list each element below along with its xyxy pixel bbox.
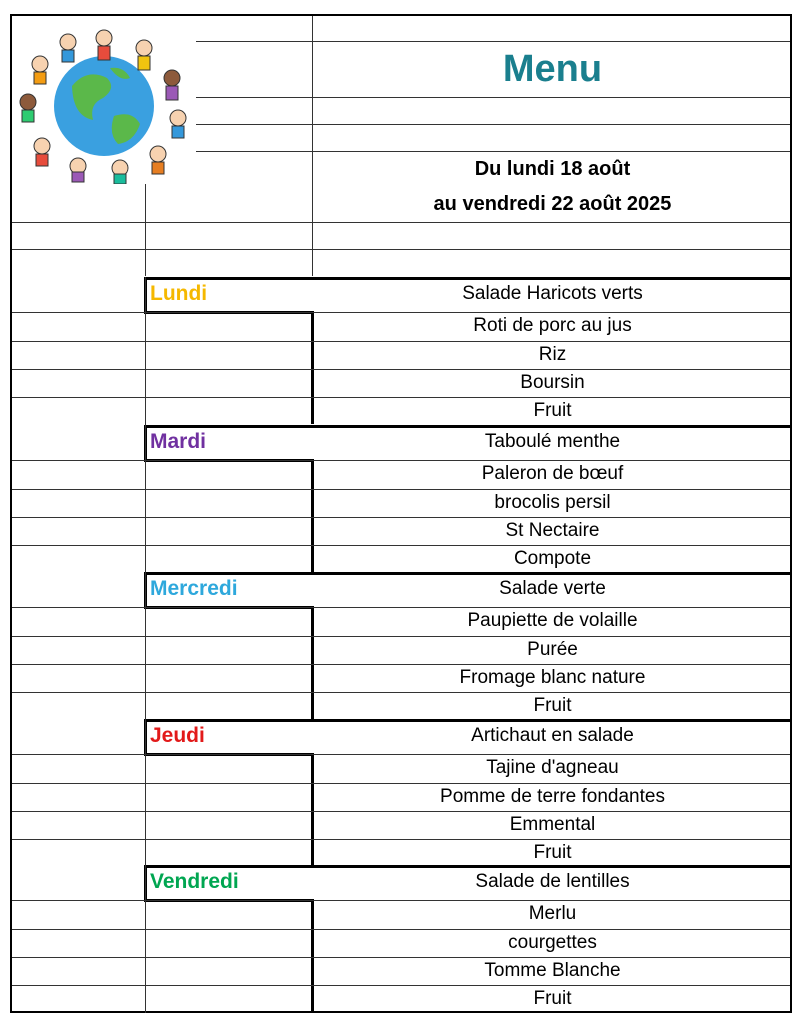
date-range-start: Du lundi 18 août <box>474 158 631 180</box>
day-label: Lundi <box>150 282 208 305</box>
grid-line <box>145 572 146 720</box>
menu-item: courgettes <box>508 932 597 953</box>
day-label: Mardi <box>150 430 207 453</box>
menu-item: Riz <box>538 344 567 365</box>
grid-line <box>145 425 146 573</box>
menu-item: brocolis persil <box>494 492 611 513</box>
day-label: Jeudi <box>150 724 205 747</box>
menu-item: St Nectaire <box>505 520 600 541</box>
menu-item: Salade verte <box>499 578 606 599</box>
menu-item: Fruit <box>533 695 572 716</box>
menu-item: Fruit <box>533 842 572 863</box>
grid-line <box>12 222 790 223</box>
date-range-end: au vendredi 22 août 2025 <box>433 193 672 215</box>
grid-line <box>145 865 146 1013</box>
menu-item: Fruit <box>533 400 572 421</box>
day-label: Mercredi <box>150 577 238 600</box>
menu-item: Taboulé menthe <box>484 431 621 452</box>
menu-item: Salade Haricots verts <box>462 283 643 304</box>
day-label: Vendredi <box>150 870 239 893</box>
menu-item: Purée <box>527 639 578 660</box>
menu-item: Tomme Blanche <box>484 960 621 981</box>
menu-item: Emmental <box>509 814 596 835</box>
menu-item: Fruit <box>533 988 572 1009</box>
logo <box>12 16 196 184</box>
menu-item: Merlu <box>528 903 577 924</box>
menu-item: Paleron de bœuf <box>481 463 624 484</box>
page-title: Menu <box>502 48 603 90</box>
menu-item: Tajine d'agneau <box>486 757 619 778</box>
grid-line <box>145 719 146 867</box>
menu-item: Salade de lentilles <box>475 871 630 892</box>
menu-item: Pomme de terre fondantes <box>440 786 665 807</box>
menu-item: Fromage blanc nature <box>459 667 646 688</box>
children-around-globe-icon <box>12 16 196 184</box>
menu-item: Roti de porc au jus <box>473 315 632 336</box>
grid-line <box>12 249 790 250</box>
menu-item: Boursin <box>520 372 585 393</box>
menu-item: Artichaut en salade <box>471 725 634 746</box>
menu-item: Paupiette de volaille <box>467 610 638 631</box>
menu-item: Compote <box>513 548 592 569</box>
grid-line <box>145 277 146 425</box>
